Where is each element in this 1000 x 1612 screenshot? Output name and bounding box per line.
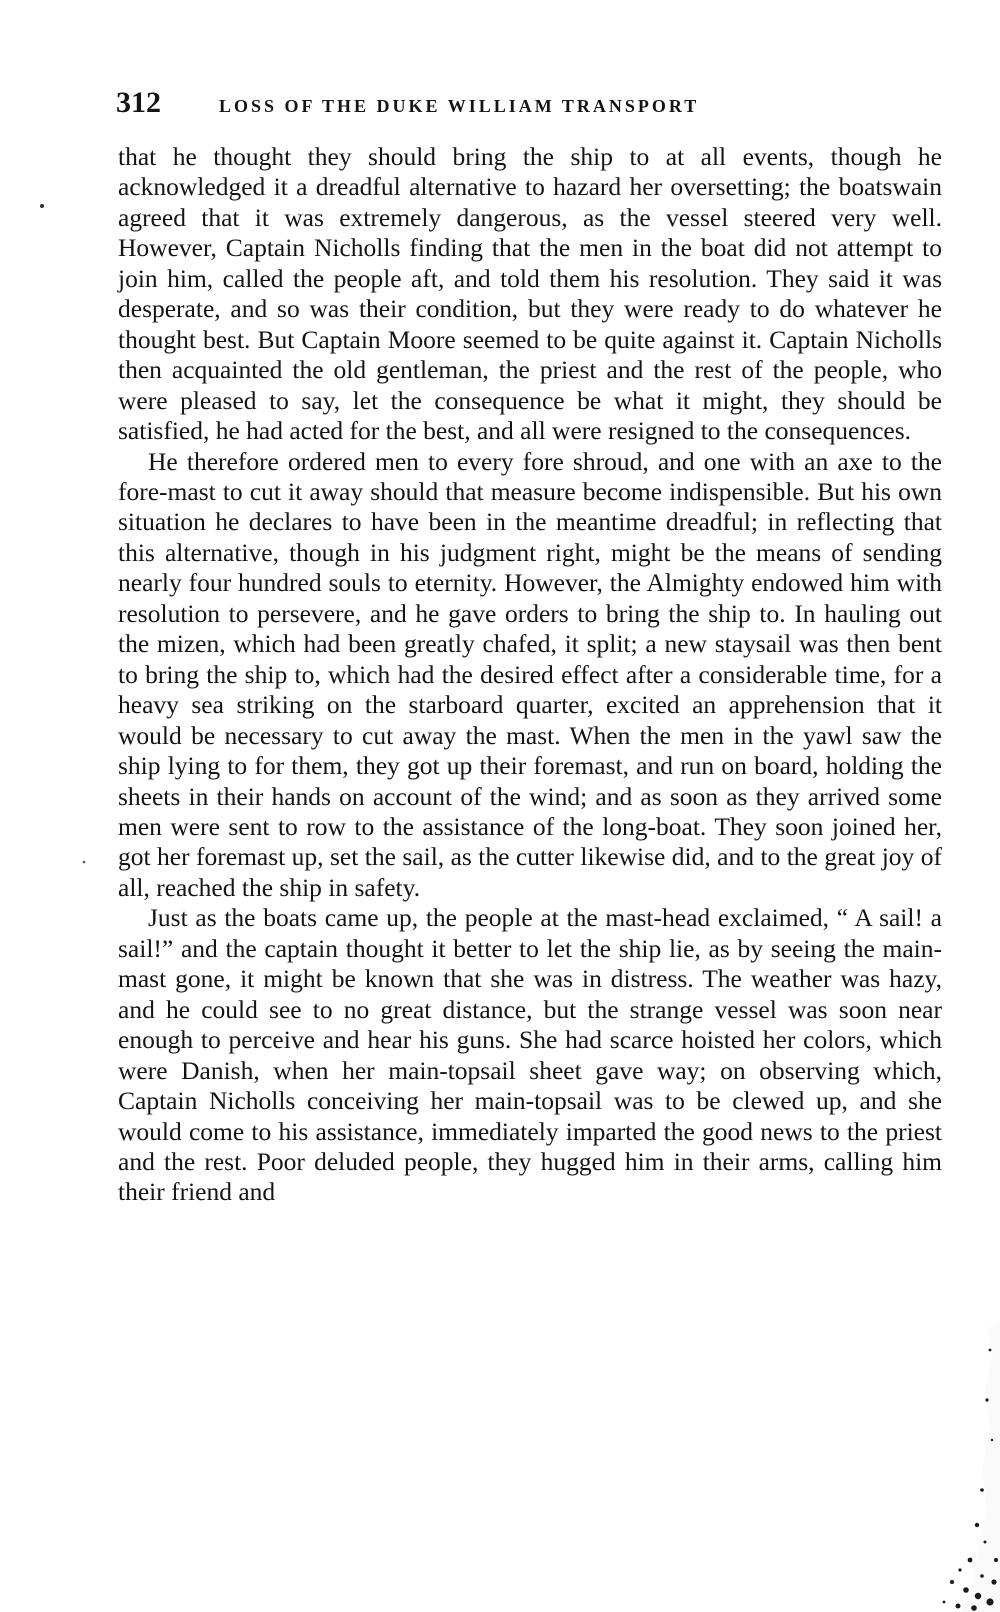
page-number: 312 [116,86,161,119]
margin-speck [36,200,48,212]
paragraph: He therefore ordered men to every fore shroud, and one with an axe to the fore-mast to cut it away should that measure become indispensible. But his own situation he declares to have been in the meantime dreadful; in reflecting that this alternative, though in his judgment right, might be the means of sending nearly four hundred souls to eternity. However, the Almighty endowed him with resolution to persevere, and he gave orders to bring the ship to. In hauling out the mizen, which had been greatly chafed, it split; a new staysail was then bent to bring the ship to, which had the desired effect after a considerable time, for a heavy sea striking on the starboard quarter, excited an apprehension that it would be necessary to cut away the mast. When the men in the yawl saw the ship lying to for them, they got up their foremast, and run on board, holding the sheets in their hands on account of the wind; and as soon as they arrived some men were sent to row to the assistance of the long-boat. They soon joined her, got her foremast up, set the sail, as the cutter likewise did, and to the great joy of all, reached the ship in safety. [118,446,942,902]
margin-speck [80,858,88,866]
page-edge-damage [930,1320,1000,1612]
page-header [116,86,940,120]
body-text [118,142,942,1208]
running-title: LOSS OF THE DUKE WILLIAM TRANSPORT [219,96,700,116]
paragraph: that he thought they should bring the ship to at all events, though he acknowledged it a dreadful alternative to hazard her oversetting; the boatswain agreed that it was extremely dangerous, as the vessel steered very well. However, Captain Nicholls finding that the men in the boat did not attempt to join him, called the people aft, and told them his resolution. They said it was desperate, and so was their condition, but they were ready to do whatever he thought best. But Captain Moore seemed to be quite against it. Captain Nicholls then acquainted the old gentleman, the priest and the rest of the people, who were pleased to say, let the consequence be what it might, they should be satisfied, he had acted for the best, and all were resigned to the consequences. [118,142,942,446]
paragraph: Just as the boats came up, the people at the mast-head exclaimed, “ A sail! a sail!” and the captain thought it better to let the ship lie, as by seeing the main-mast gone, it might be known that she was in distress. The weather was hazy, and he could see to no great distance, but the strange vessel was soon near enough to perceive and hear his guns. She had scarce hoisted her colors, which were Danish, when her main-topsail sheet gave way; on observing which, Captain Nicholls conceiving her main-topsail was to be clewed up, and she would come to his assistance, immediately imparted the good news to the priest and the rest. Poor deluded people, they hugged him in their arms, calling him their friend and [118,903,942,1207]
